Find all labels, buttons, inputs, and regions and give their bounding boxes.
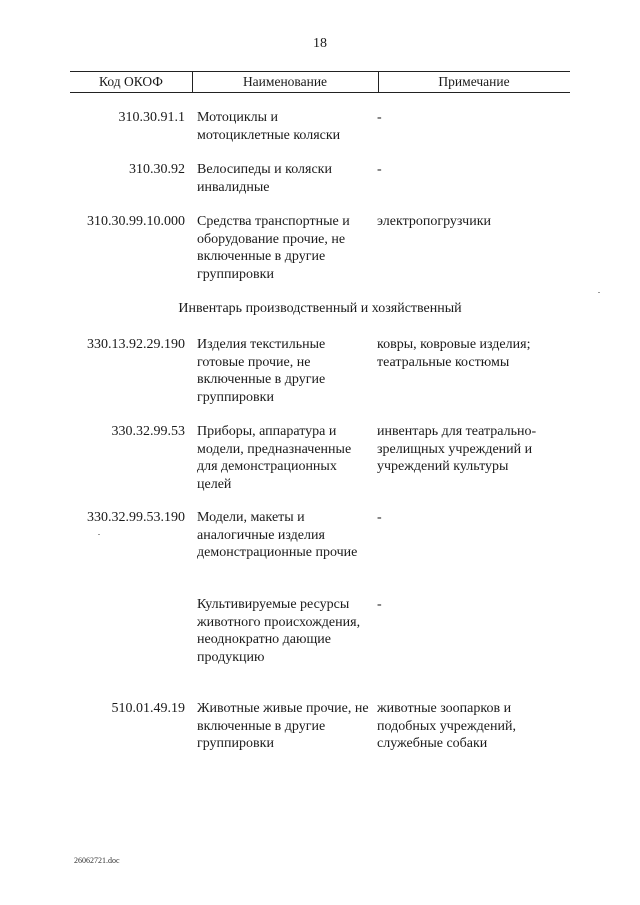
item-name: Приборы, аппаратура и модели, предназначенные для демонстрационных целей [197, 424, 352, 492]
item-name: Мотоциклы и мотоциклетные коляски [197, 110, 341, 143]
okof-code: 310.30.99.10.000 [87, 214, 185, 229]
item-name: Изделия текстильные готовые прочие, не включенные в другие группировки [197, 337, 326, 405]
item-note: - [377, 510, 382, 525]
item-note: животные зоопарков и подобных учреждений, служебные собаки [377, 701, 516, 751]
section-title: Инвентарь производственный и хозяйственный [178, 301, 462, 316]
item-name: Культивируемые ресурсы животного происхождения, неоднократно дающие продукцию [197, 597, 361, 665]
okof-code: 310.30.92 [129, 162, 185, 177]
item-name: Средства транспортные и оборудование прочие, не включенные в другие группировки [197, 214, 350, 282]
header-note: Примечание [438, 74, 510, 89]
item-note: инвентарь для театрально-зрелищных учреждений и учреждений культуры [377, 424, 537, 474]
page-number: 18 [313, 36, 327, 51]
item-note: ковры, ковровые изделия; театральные костюмы [377, 337, 531, 370]
item-note: - [377, 110, 382, 125]
item-note: - [377, 597, 382, 612]
okof-code: 330.13.92.29.190 [87, 337, 185, 352]
item-note: - [377, 162, 382, 177]
item-name: Велосипеды и коляски инвалидные [197, 162, 332, 195]
table-header [70, 71, 570, 93]
item-name: Животные живые прочие, не включенные в другие группировки [197, 701, 369, 751]
scan-speck [98, 534, 100, 535]
okof-code: 310.30.91.1 [118, 110, 185, 125]
okof-code: 510.01.49.19 [111, 701, 185, 716]
document-id: 26062721.doc [74, 856, 120, 865]
item-name: Модели, макеты и аналогичные изделия демонстрационные прочие [197, 510, 358, 560]
okof-code: 330.32.99.53 [111, 424, 185, 439]
item-note: электропогрузчики [377, 214, 491, 229]
okof-code: 330.32.99.53.190 [87, 510, 185, 525]
header-name: Наименование [242, 74, 328, 89]
scan-speck [598, 292, 600, 293]
header-code: Код ОКОФ [99, 74, 163, 89]
